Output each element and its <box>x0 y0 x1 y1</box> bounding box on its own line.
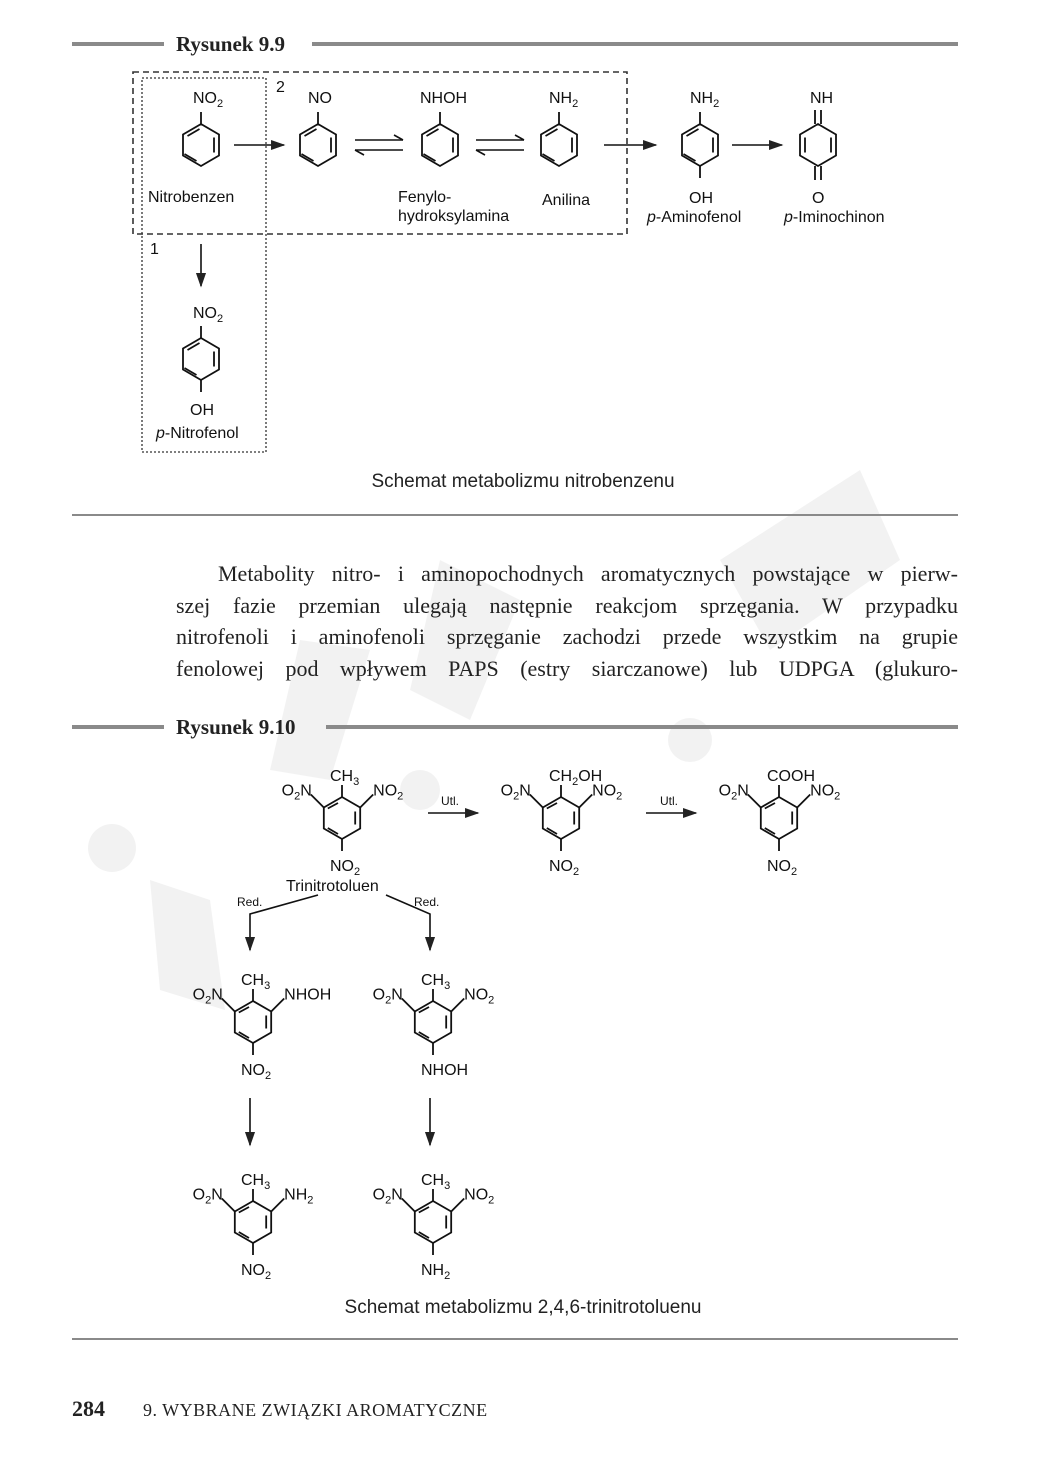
hydroxylamino-dinitrotoluene-4-bottom-group: NHOH <box>421 1062 469 1079</box>
hydroxylamino-dinitrotoluene-4-top-group: $CH_3$ <box>421 972 451 992</box>
paragraph-line: Metabolity nitro- i aminopochodnych aromatycznych powstające w pierw- <box>218 561 958 586</box>
reduction-label-left: Red. <box>237 895 263 909</box>
trinitrobenzyl-alcohol-left-group: $O_2N$ <box>500 782 531 803</box>
trinitrobenzyl-alcohol-right-group: $NO_2$ <box>592 782 623 803</box>
name-phenylhydroxylamine-1: Fenylo- <box>398 189 452 206</box>
tnt-top-group: $CH_3$ <box>330 768 360 788</box>
name-iminoquinone: p-Iminochinon <box>784 209 885 226</box>
name-aniline: Anilina <box>542 192 591 209</box>
trinitrobenzyl-alcohol-ring <box>530 785 592 851</box>
hydroxylamino-dinitrotoluene-4-left-group: $O_2N$ <box>372 986 403 1007</box>
amino-dinitrotoluene-2-top-group: $CH_3$ <box>241 1172 271 1192</box>
amino-dinitrotoluene-4-ring <box>402 1189 464 1255</box>
trinitrobenzoic-acid-ring <box>748 785 810 851</box>
tnt-right-group: $NO_2$ <box>373 782 404 803</box>
figure-9-9-caption: Schemat metabolizmu nitrobenzenu <box>371 471 675 492</box>
aminophenol-oh: OH <box>689 190 713 207</box>
oxidation-label-2: Utl. <box>660 794 678 808</box>
tnt-left-group: $O_2N$ <box>281 782 312 803</box>
trinitrobenzoic-acid-top-group: COOH <box>767 768 815 785</box>
tnt-ring <box>311 785 373 851</box>
amino-dinitrotoluene-2-right-group: $NH_2$ <box>284 1186 314 1207</box>
hydroxylamino-dinitrotoluene-2-ring <box>222 989 284 1055</box>
iminoquinone-group: NH <box>810 90 834 107</box>
amino-dinitrotoluene-4-bottom-group: $NH_2$ <box>421 1262 451 1282</box>
aminophenol-group: $NH_2$ <box>690 90 720 110</box>
figure-9-10-caption: Schemat metabolizmu 2,4,6-trinitrotoluenu <box>344 1297 702 1318</box>
hydroxylamino-dinitrotoluene-2-left-group: $O_2N$ <box>192 986 223 1007</box>
figure-9-10-bottom-rule <box>72 1338 958 1340</box>
name-phenylhydroxylamine-2: hydroksylamina <box>398 208 510 225</box>
hydroxylamino-dinitrotoluene-2-top-group: $CH_3$ <box>241 972 271 992</box>
reduction-label-right: Red. <box>414 895 440 909</box>
amino-dinitrotoluene-4-left-group: $O_2N$ <box>372 1186 403 1207</box>
nitrophenol-oh: OH <box>190 402 214 419</box>
paragraph-line: szej fazie przemian ulegają następnie reakcjom sprzęgania. W przypadku <box>176 592 958 618</box>
hydroxylamino-dinitrotoluene-4-ring <box>402 989 464 1055</box>
chapter-title: 9. WYBRANE ZWIĄZKI AROMATYCZNE <box>143 1400 488 1420</box>
nitrophenol-group: $NO_2$ <box>193 305 224 325</box>
nitrobenzene-group: $NO_2$ <box>193 90 224 110</box>
aniline-group: $NH_2$ <box>549 90 579 110</box>
figure-9-9-label: Rysunek 9.9 <box>176 32 285 56</box>
page-number: 284 <box>72 1396 105 1421</box>
hydroxylamino-dinitrotoluene-2-right-group: NHOH <box>284 986 332 1004</box>
page-footer <box>72 1396 488 1422</box>
trinitrobenzoic-acid-bottom-group: $NO_2$ <box>767 858 798 878</box>
iminoquinone-oxo: O <box>812 190 825 207</box>
name-nitrophenol: p-Nitrofenol <box>156 425 239 442</box>
tnt-bottom-group: $NO_2$ <box>330 858 361 878</box>
pathway-label-2: 2 <box>276 79 285 96</box>
pathway-label-1: 1 <box>150 241 159 258</box>
oxidation-label-1: Utl. <box>441 794 459 808</box>
trinitrobenzoic-acid-left-group: $O_2N$ <box>718 782 749 803</box>
amino-dinitrotoluene-2-left-group: $O_2N$ <box>192 1186 223 1207</box>
name-nitrobenzene: Nitrobenzen <box>148 189 235 206</box>
trinitrobenzoic-acid-right-group: $NO_2$ <box>810 782 841 803</box>
hydroxylamino-dinitrotoluene-2-bottom-group: $NO_2$ <box>241 1062 272 1082</box>
figure-9-10-label: Rysunek 9.10 <box>176 715 296 739</box>
nitrosobenzene-group: NO <box>308 90 332 107</box>
trinitrobenzyl-alcohol-bottom-group: $NO_2$ <box>549 858 580 878</box>
tnt-name: Trinitrotoluen <box>286 878 379 895</box>
amino-dinitrotoluene-4-right-group: $NO_2$ <box>464 1186 495 1207</box>
amino-dinitrotoluene-2-ring <box>222 1189 284 1255</box>
trinitrobenzyl-alcohol-top-group: $CH_2OH$ <box>549 768 603 788</box>
name-aminophenol: p-Aminofenol <box>647 209 742 226</box>
phenylhydroxylamine-group: NHOH <box>420 90 468 107</box>
hydroxylamino-dinitrotoluene-4-right-group: $NO_2$ <box>464 986 495 1007</box>
paragraph-line: fenolowej pod wpływem PAPS (estry siarczanowe) lub UDPGA (glukuro- <box>176 655 958 681</box>
paragraph-line: nitrofenoli i aminofenoli sprzęganie zachodzi przede wszystkim na grupie <box>176 624 958 649</box>
amino-dinitrotoluene-4-top-group: $CH_3$ <box>421 1172 451 1192</box>
amino-dinitrotoluene-2-bottom-group: $NO_2$ <box>241 1262 272 1282</box>
